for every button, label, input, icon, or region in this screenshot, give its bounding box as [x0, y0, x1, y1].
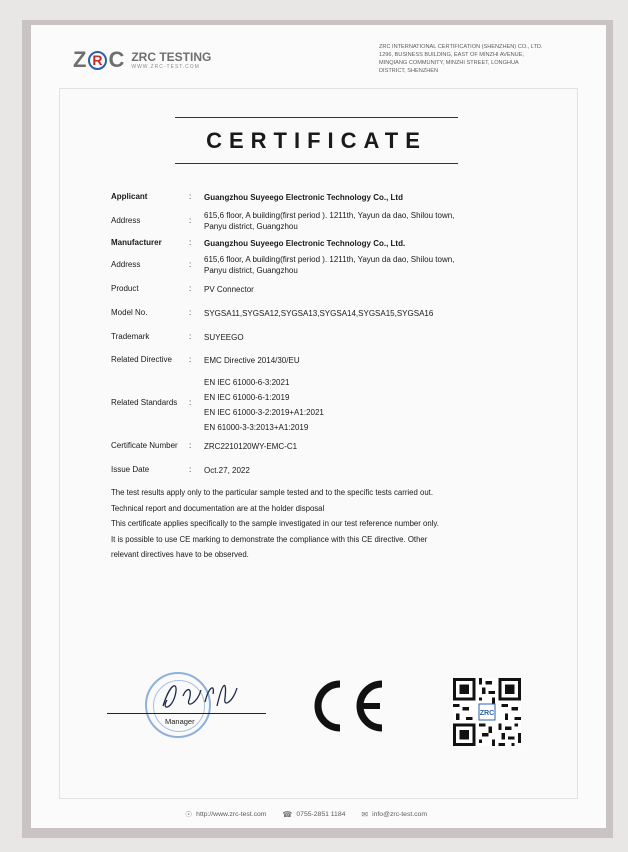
- address-line: ZRC INTERNATIONAL CERTIFICATION (SHENZHEN) CO., LTD.: [379, 44, 543, 50]
- globe-icon: ☉: [185, 810, 193, 819]
- company-logo: [73, 47, 211, 73]
- address-line: DISTRICT, SHENZHEN: [379, 68, 439, 74]
- certificate-footer: [185, 810, 427, 819]
- field-value: Guangzhou Suyeego Electronic Technology Co., Ltd: [204, 193, 403, 202]
- field-label: Address: [111, 216, 141, 225]
- address-line: 615,6 floor, A building(first period ). 1211th, Yayun da dao, Shilou town,: [204, 255, 455, 264]
- certificate-title: CERTIFICATE: [206, 128, 427, 153]
- field-value: [204, 375, 504, 435]
- field-colon: :: [189, 308, 192, 317]
- standard-item: EN IEC 61000-6-3:2021: [204, 378, 290, 387]
- field-value: SUYEEGO: [204, 333, 244, 342]
- field-label: Applicant: [111, 192, 148, 201]
- field-colon: :: [189, 192, 192, 201]
- statement-line: It is possible to use CE marking to demonstrate the compliance with this CE directive. Other: [111, 534, 428, 544]
- field-colon: :: [189, 260, 192, 269]
- standard-item: EN 61000-3-3:2013+A1:2019: [204, 423, 309, 432]
- field-colon: :: [189, 216, 192, 225]
- footer-web[interactable]: [185, 810, 266, 819]
- field-colon: :: [189, 355, 192, 364]
- field-label: Related Standards: [111, 398, 178, 407]
- statement-line: relevant directives have to be observed.: [111, 550, 249, 559]
- field-colon: :: [189, 284, 192, 293]
- field-label: Product: [111, 284, 139, 293]
- field-value: Oct.27, 2022: [204, 466, 250, 475]
- field-value: [204, 254, 504, 276]
- ce-mark-icon: [310, 676, 390, 736]
- logo-circle-icon: R: [88, 51, 107, 70]
- footer-email-text: info@zrc-test.com: [372, 811, 427, 818]
- address-line: 615,6 floor, A building(first period ). 1211th, Yayun da dao, Shilou town,: [204, 211, 455, 220]
- signature: [153, 676, 243, 716]
- address-line: Panyu district, Guangzhou: [204, 222, 298, 231]
- footer-phone: [282, 810, 345, 819]
- qr-code-icon: [453, 678, 521, 746]
- statement-line: This certificate applies specifically to the sample investigated in our test reference number only.: [111, 519, 439, 528]
- certificate-statement: [111, 485, 501, 563]
- signatory-role: Manager: [165, 717, 195, 726]
- logo-text: [131, 51, 211, 70]
- footer-email[interactable]: [361, 810, 427, 819]
- field-value: ZRC2210120WY-EMC-C1: [204, 442, 298, 451]
- logo-title: ZRC TESTING: [131, 49, 212, 64]
- field-colon: :: [189, 398, 192, 407]
- standard-item: EN IEC 61000-3-2:2019+A1:2021: [204, 408, 324, 417]
- field-value: SYGSA11,SYGSA12,SYGSA13,SYGSA14,SYGSA15,SYGSA16: [204, 309, 434, 318]
- field-label: Manufacturer: [111, 238, 162, 247]
- field-label: Trademark: [111, 332, 150, 341]
- field-value: [204, 210, 504, 232]
- field-colon: :: [189, 441, 192, 450]
- field-label: Address: [111, 260, 141, 269]
- statement-line: Technical report and documentation are at the holder disposal: [111, 503, 325, 513]
- field-value: Guangzhou Suyeego Electronic Technology Co., Ltd.: [204, 239, 406, 248]
- company-address: [379, 43, 579, 75]
- address-line: MINQIANG COMMUNITY, MINZHI STREET, LONGHUA: [379, 60, 519, 66]
- footer-web-text: http://www.zrc-test.com: [196, 811, 267, 818]
- field-label: Certificate Number: [111, 441, 178, 450]
- address-line: 1296, BUSINESS BUILDING, EAST OF MINZHI AVENUE,: [379, 52, 524, 58]
- standard-item: EN IEC 61000-6-1:2019: [204, 393, 290, 402]
- field-label: Issue Date: [111, 465, 150, 474]
- statement-line: The test results apply only to the particular sample tested and to the specific tests carried out.: [111, 488, 434, 497]
- title-rule-bottom: [175, 163, 458, 164]
- signature-line: [107, 713, 266, 714]
- logo-mark: Z R C: [73, 47, 126, 72]
- title-rule-top: [175, 117, 458, 118]
- field-label: Related Directive: [111, 355, 172, 364]
- field-value: PV Connector: [204, 285, 254, 294]
- logo-url: WWW.ZRC-TEST.COM: [131, 63, 200, 70]
- field-label: Model No.: [111, 308, 148, 317]
- footer-phone-text: 0755-2851 1184: [296, 811, 346, 818]
- email-icon: ✉: [361, 810, 369, 819]
- field-colon: :: [189, 465, 192, 474]
- qr-center-text: ZRC: [479, 708, 495, 717]
- field-colon: :: [189, 332, 192, 341]
- field-value: EMC Directive 2014/30/EU: [204, 356, 300, 365]
- address-line: Panyu district, Guangzhou: [204, 266, 298, 275]
- field-colon: :: [189, 238, 192, 247]
- phone-icon: ☎: [282, 810, 293, 819]
